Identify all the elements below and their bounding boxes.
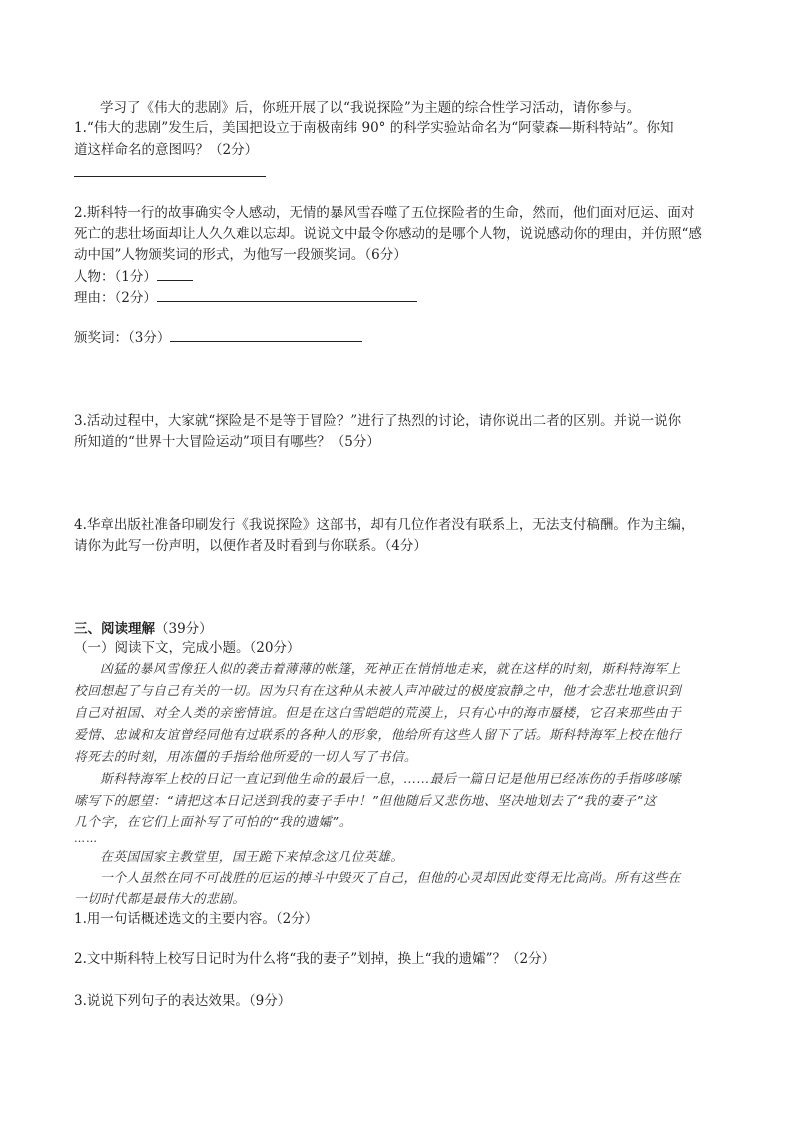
q3-line1: 3.活动过程中，大家就“探险是不是等于冒险？”进行了热烈的讨论，请你说出二者的区别。并说一说你 <box>74 413 682 429</box>
passage-p4-l2: 一切时代都是最伟大的悲剧。 <box>74 892 246 907</box>
q2-line3: 动中国”人物颁奖词的形式，为他写一段颁奖词。（6分） <box>74 247 407 263</box>
q2-reason-row <box>74 287 417 308</box>
subq2: 2.文中斯科特上校写日记时为什么将“我的妻子”划掉，换上“我的遗孀”？（2分） <box>74 951 556 967</box>
section3-sub1: （一）阅读下文，完成小题。（20分） <box>74 640 301 656</box>
passage-p1-l5: 将死去的时刻，用冻僵的手指给他所爱的一切人写了书信。 <box>74 750 418 765</box>
section3-heading <box>74 619 213 639</box>
q2-award-row <box>74 327 362 348</box>
section3-score: （39分） <box>155 621 213 637</box>
subq1: 1.用一句话概述选文的主要内容。（2分） <box>74 911 319 927</box>
q2-award-label: 颁奖词：（3分） <box>74 330 171 346</box>
intro-text: 学习了《伟大的悲剧》后，你班开展了以“我说探险”为主题的综合性学习活动，请你参与。 <box>100 100 641 116</box>
q2-person-blank[interactable] <box>157 266 193 281</box>
passage-p2-l2: 嗦写下的愿望：“请把这本日记送到我的妻子手中！”但他随后又悲伤地、坚决地划去了“我的妻子”这 <box>74 794 657 809</box>
passage-p2-l1: 斯科特海军上校的日记一直记到他生命的最后一息，……最后一篇日记是他用已经冻伤的手指哆哆嗦 <box>100 772 681 787</box>
q2-reason-blank[interactable] <box>157 287 417 302</box>
passage-p2-l3: 几个字，在它们上面补写了可怕的“我的遗孀”。 <box>74 815 352 830</box>
passage-p1-l2: 校回想起了与自己有关的一切。因为只有在这种从未被人声冲破过的极度寂静之中，他才会悲壮地意识到 <box>74 684 682 699</box>
passage-p1-l1: 凶猛的暴风雪像狂人似的袭击着薄薄的帐篷，死神正在悄悄地走来，就在这样的时刻，斯科特海军上 <box>100 662 681 677</box>
q2-reason-label: 理由：（2分） <box>74 290 157 306</box>
q2-person-row <box>74 266 193 287</box>
section3-title: 三、阅读理解 <box>74 621 155 637</box>
q2-line2: 死亡的悲壮场面却让人久久难以忘却。说说文中最令你感动的是哪个人物，说说感动你的理由，并仿照“感 <box>74 226 702 242</box>
subq3: 3.说说下列句子的表达效果。（9分） <box>74 993 292 1009</box>
q4-line2: 请你为此写一份声明，以便作者及时看到与你联系。（4分） <box>74 538 427 554</box>
passage-p1-l3: 自己对祖国、对全人类的亲密情谊。但是在这白雪皑皑的荒漠上，只有心中的海市蜃楼，它召来那些由于 <box>74 706 682 721</box>
passage-p1-l4: 爱情、忠诚和友谊曾经同他有过联系的各种人的形象，他给所有这些人留下了话。斯科特海军上校在他行 <box>74 728 682 743</box>
q2-person-label: 人物：（1分） <box>74 269 157 285</box>
passage-ellipsis: …… <box>74 832 98 845</box>
passage-p4-l1: 一个人虽然在同不可战胜的厄运的搏斗中毁灭了自己，但他的心灵却因此变得无比高尚。所有这些在 <box>100 871 681 886</box>
q1-line1: 1.“伟大的悲剧”发生后，美国把设立于南极南纬 90° 的科学实验站命名为“阿蒙森—斯科特站”。你知 <box>74 120 674 136</box>
q2-line1: 2.斯科特一行的故事确实令人感动，无情的暴风雪吞噬了五位探险者的生命，然而，他们面对厄运、面对 <box>74 205 695 221</box>
q2-award-blank[interactable] <box>170 327 362 342</box>
q1-line2: 道这样命名的意图吗？（2分） <box>74 142 259 158</box>
q4-line1: 4.华章出版社准备印刷发行《我说探险》这部书，却有几位作者没有联系上，无法支付稿酬。作为主编， <box>74 517 695 533</box>
q3-line2: 所知道的“世界十大冒险运动”项目有哪些？（5分） <box>74 434 380 450</box>
q1-answer-line[interactable] <box>74 176 266 177</box>
passage-p3: 在英国国家主教堂里，国王跪下来悼念这几位英雄。 <box>100 850 404 865</box>
